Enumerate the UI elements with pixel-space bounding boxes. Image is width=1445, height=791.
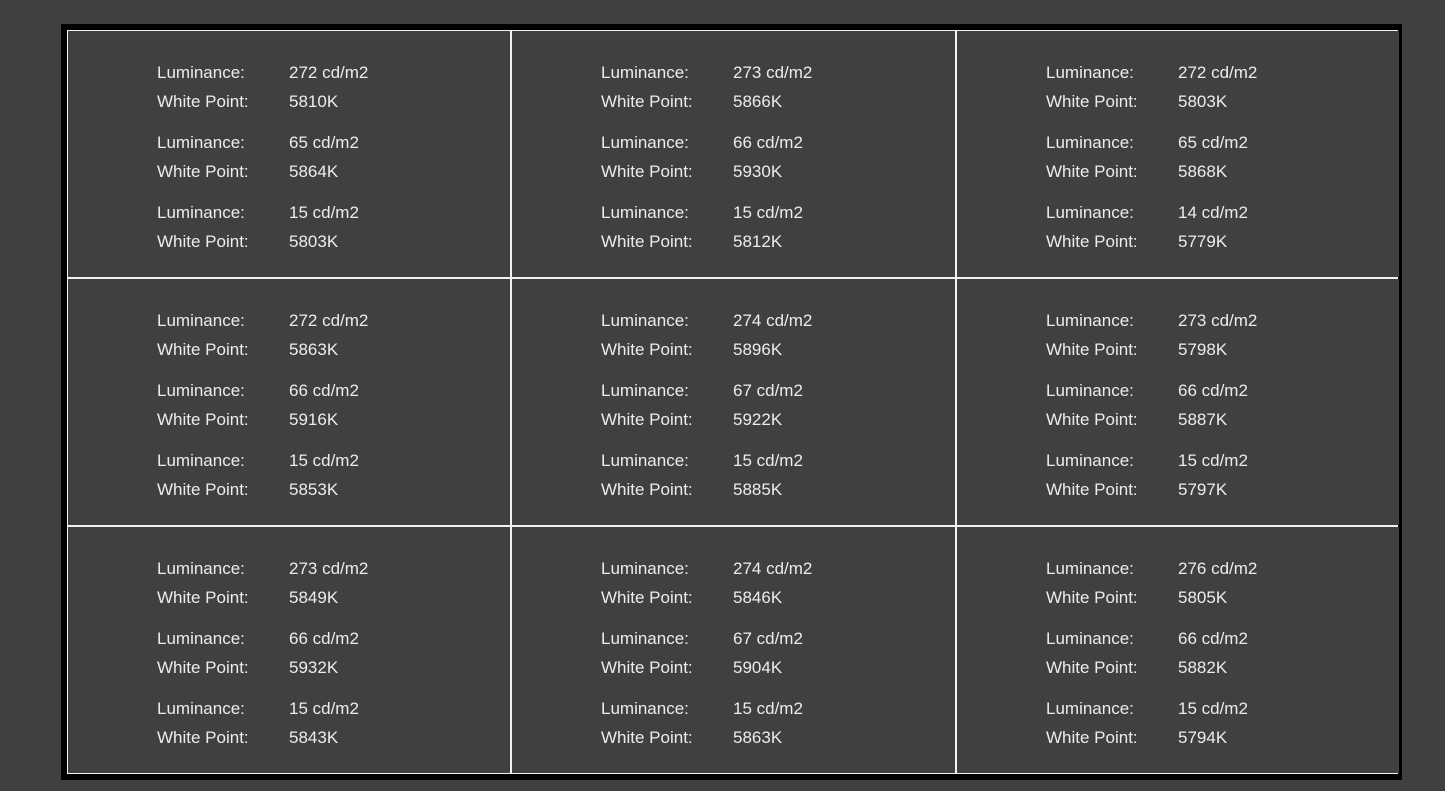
luminance-label: Luminance: <box>1046 132 1134 152</box>
luminance-row <box>157 58 457 87</box>
luminance-label: Luminance: <box>601 202 689 222</box>
grid-cell <box>512 527 955 773</box>
white-point-label: White Point: <box>1046 409 1138 429</box>
reading-block <box>601 376 901 434</box>
reading-block <box>1046 376 1346 434</box>
luminance-value: 274 cd/m2 <box>733 310 813 330</box>
white-point-value: 5843K <box>289 727 339 747</box>
white-point-row <box>601 723 901 752</box>
white-point-value: 5810K <box>289 91 339 111</box>
luminance-value: 66 cd/m2 <box>289 380 359 400</box>
reading-block <box>601 694 901 752</box>
reading-block <box>157 128 457 186</box>
white-point-row <box>1046 335 1346 364</box>
white-point-value: 5896K <box>733 339 783 359</box>
reading-block <box>1046 306 1346 364</box>
luminance-value: 272 cd/m2 <box>289 62 369 82</box>
white-point-value: 5866K <box>733 91 783 111</box>
white-point-label: White Point: <box>601 339 693 359</box>
reading-block <box>1046 694 1346 752</box>
white-point-label: White Point: <box>1046 727 1138 747</box>
luminance-value: 273 cd/m2 <box>289 558 369 578</box>
luminance-row <box>601 446 901 475</box>
luminance-label: Luminance: <box>1046 558 1134 578</box>
luminance-row <box>157 306 457 335</box>
white-point-row <box>157 87 457 116</box>
white-point-row <box>157 227 457 256</box>
luminance-value: 14 cd/m2 <box>1178 202 1248 222</box>
white-point-label: White Point: <box>157 409 249 429</box>
white-point-row <box>1046 653 1346 682</box>
luminance-row <box>1046 694 1346 723</box>
white-point-label: White Point: <box>601 479 693 499</box>
luminance-row <box>157 694 457 723</box>
white-point-row <box>157 335 457 364</box>
luminance-label: Luminance: <box>157 62 245 82</box>
luminance-label: Luminance: <box>157 310 245 330</box>
uniformity-grid <box>67 30 1398 774</box>
white-point-value: 5797K <box>1178 479 1228 499</box>
white-point-row <box>1046 475 1346 504</box>
reading-block <box>601 128 901 186</box>
grid-cell <box>68 279 510 525</box>
luminance-label: Luminance: <box>1046 62 1134 82</box>
reading-block <box>1046 554 1346 612</box>
white-point-value: 5812K <box>733 231 783 251</box>
white-point-row <box>601 475 901 504</box>
white-point-label: White Point: <box>157 231 249 251</box>
white-point-label: White Point: <box>157 161 249 181</box>
white-point-row <box>601 653 901 682</box>
white-point-label: White Point: <box>1046 587 1138 607</box>
white-point-row <box>157 405 457 434</box>
luminance-value: 66 cd/m2 <box>289 628 359 648</box>
white-point-label: White Point: <box>1046 161 1138 181</box>
luminance-value: 272 cd/m2 <box>1178 62 1258 82</box>
white-point-label: White Point: <box>157 91 249 111</box>
luminance-label: Luminance: <box>157 558 245 578</box>
luminance-value: 15 cd/m2 <box>289 698 359 718</box>
white-point-value: 5922K <box>733 409 783 429</box>
luminance-label: Luminance: <box>601 380 689 400</box>
luminance-value: 272 cd/m2 <box>289 310 369 330</box>
grid-cell <box>512 279 955 525</box>
luminance-label: Luminance: <box>1046 698 1134 718</box>
white-point-row <box>1046 723 1346 752</box>
luminance-label: Luminance: <box>601 558 689 578</box>
luminance-row <box>601 128 901 157</box>
luminance-value: 15 cd/m2 <box>1178 450 1248 470</box>
white-point-label: White Point: <box>157 587 249 607</box>
white-point-value: 5916K <box>289 409 339 429</box>
luminance-value: 67 cd/m2 <box>733 628 803 648</box>
white-point-row <box>157 157 457 186</box>
luminance-label: Luminance: <box>1046 450 1134 470</box>
white-point-label: White Point: <box>601 409 693 429</box>
luminance-label: Luminance: <box>601 450 689 470</box>
white-point-label: White Point: <box>1046 91 1138 111</box>
luminance-value: 276 cd/m2 <box>1178 558 1258 578</box>
white-point-row <box>1046 87 1346 116</box>
luminance-row <box>157 554 457 583</box>
white-point-value: 5885K <box>733 479 783 499</box>
luminance-value: 15 cd/m2 <box>289 202 359 222</box>
white-point-label: White Point: <box>601 587 693 607</box>
white-point-value: 5849K <box>289 587 339 607</box>
white-point-value: 5794K <box>1178 727 1228 747</box>
white-point-value: 5853K <box>289 479 339 499</box>
white-point-row <box>1046 583 1346 612</box>
luminance-value: 15 cd/m2 <box>733 202 803 222</box>
reading-block <box>601 554 901 612</box>
white-point-row <box>601 335 901 364</box>
luminance-row <box>1046 128 1346 157</box>
grid-cell <box>957 527 1399 773</box>
white-point-value: 5798K <box>1178 339 1228 359</box>
luminance-row <box>157 376 457 405</box>
white-point-value: 5863K <box>733 727 783 747</box>
luminance-value: 15 cd/m2 <box>733 450 803 470</box>
white-point-value: 5904K <box>733 657 783 677</box>
white-point-label: White Point: <box>157 727 249 747</box>
luminance-row <box>157 128 457 157</box>
reading-block <box>157 198 457 256</box>
luminance-row <box>601 694 901 723</box>
luminance-value: 273 cd/m2 <box>733 62 813 82</box>
reading-block <box>157 58 457 116</box>
luminance-label: Luminance: <box>1046 202 1134 222</box>
luminance-row <box>157 198 457 227</box>
white-point-row <box>601 405 901 434</box>
white-point-label: White Point: <box>157 657 249 677</box>
white-point-value: 5882K <box>1178 657 1228 677</box>
white-point-row <box>601 87 901 116</box>
luminance-row <box>601 624 901 653</box>
white-point-label: White Point: <box>601 231 693 251</box>
reading-block <box>1046 198 1346 256</box>
reading-block <box>601 306 901 364</box>
luminance-label: Luminance: <box>157 202 245 222</box>
white-point-row <box>601 583 901 612</box>
white-point-label: White Point: <box>1046 231 1138 251</box>
luminance-label: Luminance: <box>157 628 245 648</box>
luminance-value: 15 cd/m2 <box>733 698 803 718</box>
reading-block <box>601 198 901 256</box>
white-point-label: White Point: <box>601 657 693 677</box>
luminance-label: Luminance: <box>157 132 245 152</box>
white-point-label: White Point: <box>601 91 693 111</box>
white-point-value: 5868K <box>1178 161 1228 181</box>
reading-block <box>157 376 457 434</box>
white-point-label: White Point: <box>1046 479 1138 499</box>
white-point-label: White Point: <box>157 479 249 499</box>
luminance-row <box>601 306 901 335</box>
reading-block <box>601 624 901 682</box>
white-point-value: 5932K <box>289 657 339 677</box>
white-point-value: 5846K <box>733 587 783 607</box>
white-point-row <box>157 583 457 612</box>
luminance-row <box>601 58 901 87</box>
white-point-label: White Point: <box>601 727 693 747</box>
white-point-value: 5803K <box>1178 91 1228 111</box>
luminance-value: 67 cd/m2 <box>733 380 803 400</box>
reading-block <box>1046 446 1346 504</box>
luminance-label: Luminance: <box>601 698 689 718</box>
white-point-label: White Point: <box>1046 339 1138 359</box>
luminance-label: Luminance: <box>1046 380 1134 400</box>
white-point-value: 5930K <box>733 161 783 181</box>
luminance-row <box>1046 624 1346 653</box>
luminance-row <box>1046 376 1346 405</box>
luminance-row <box>1046 58 1346 87</box>
luminance-label: Luminance: <box>1046 310 1134 330</box>
luminance-value: 15 cd/m2 <box>289 450 359 470</box>
white-point-row <box>157 653 457 682</box>
luminance-label: Luminance: <box>157 698 245 718</box>
luminance-label: Luminance: <box>157 450 245 470</box>
luminance-label: Luminance: <box>601 310 689 330</box>
white-point-value: 5864K <box>289 161 339 181</box>
luminance-row <box>1046 554 1346 583</box>
reading-block <box>1046 624 1346 682</box>
grid-cell <box>68 31 510 277</box>
reading-block <box>157 306 457 364</box>
luminance-value: 273 cd/m2 <box>1178 310 1258 330</box>
luminance-label: Luminance: <box>601 132 689 152</box>
white-point-row <box>1046 227 1346 256</box>
luminance-label: Luminance: <box>601 62 689 82</box>
reading-block <box>157 554 457 612</box>
luminance-value: 66 cd/m2 <box>733 132 803 152</box>
luminance-row <box>601 376 901 405</box>
reading-block <box>157 694 457 752</box>
luminance-row <box>157 624 457 653</box>
luminance-row <box>1046 306 1346 335</box>
reading-block <box>1046 58 1346 116</box>
grid-cell <box>957 31 1399 277</box>
white-point-row <box>1046 405 1346 434</box>
white-point-row <box>1046 157 1346 186</box>
reading-block <box>601 446 901 504</box>
grid-cell <box>512 31 955 277</box>
white-point-row <box>601 227 901 256</box>
uniformity-frame <box>61 24 1402 780</box>
white-point-row <box>157 475 457 504</box>
luminance-row <box>601 198 901 227</box>
luminance-value: 65 cd/m2 <box>289 132 359 152</box>
white-point-row <box>157 723 457 752</box>
luminance-row <box>1046 198 1346 227</box>
white-point-value: 5863K <box>289 339 339 359</box>
luminance-row <box>601 554 901 583</box>
white-point-row <box>601 157 901 186</box>
luminance-row <box>157 446 457 475</box>
luminance-value: 274 cd/m2 <box>733 558 813 578</box>
luminance-row <box>1046 446 1346 475</box>
white-point-value: 5805K <box>1178 587 1228 607</box>
white-point-label: White Point: <box>157 339 249 359</box>
luminance-value: 15 cd/m2 <box>1178 698 1248 718</box>
white-point-label: White Point: <box>601 161 693 181</box>
reading-block <box>1046 128 1346 186</box>
grid-cell <box>957 279 1399 525</box>
grid-cell <box>68 527 510 773</box>
luminance-label: Luminance: <box>1046 628 1134 648</box>
reading-block <box>157 446 457 504</box>
white-point-value: 5779K <box>1178 231 1228 251</box>
luminance-value: 66 cd/m2 <box>1178 628 1248 648</box>
white-point-value: 5887K <box>1178 409 1228 429</box>
reading-block <box>157 624 457 682</box>
white-point-label: White Point: <box>1046 657 1138 677</box>
luminance-value: 65 cd/m2 <box>1178 132 1248 152</box>
luminance-label: Luminance: <box>601 628 689 648</box>
luminance-label: Luminance: <box>157 380 245 400</box>
luminance-value: 66 cd/m2 <box>1178 380 1248 400</box>
white-point-value: 5803K <box>289 231 339 251</box>
reading-block <box>601 58 901 116</box>
